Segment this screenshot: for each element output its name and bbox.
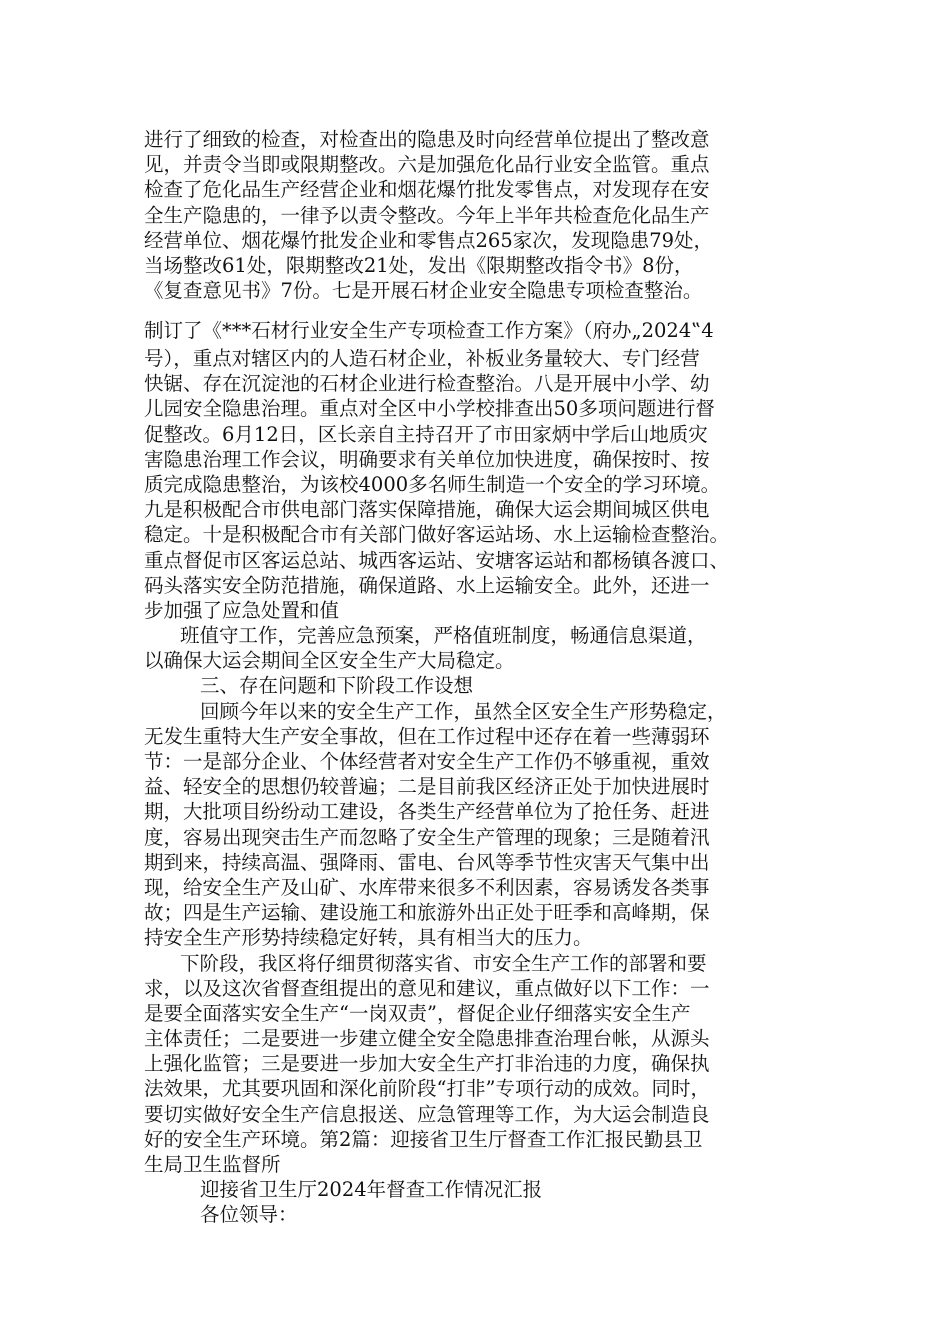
text-line: 法效果，尤其要巩固和深化前阶段“打非”专项行动的成效。同时，: [144, 1077, 710, 1101]
text-line: 见，并责令当即或限期整改。六是加强危化品行业安全监管。重点: [144, 153, 710, 177]
text-line: 是要全面落实安全生产“一岗双责”，督促企业仔细落实安全生产: [144, 1001, 691, 1025]
text-line: 进行了细致的检查，对检查出的隐患及时向经营单位提出了整改意: [144, 128, 710, 151]
text-line: 回顾今年以来的安全生产工作，虽然全区安全生产形势稳定，: [200, 699, 727, 723]
text-line: 质完成隐患整治，为该校4000多名师生制造一个安全的学习环境。: [144, 472, 721, 496]
text-line: 制订了《***石材行业安全生产专项检查工作方案》（府办„2024‟4: [144, 319, 714, 342]
text-line: 步加强了应急处置和值: [144, 598, 340, 622]
text-line: 上强化监管；三是要进一步加大安全生产打非治违的力度，确保执: [144, 1052, 710, 1076]
paragraph-block-top: [144, 127, 804, 303]
text-line: 生局卫生监督所: [144, 1153, 281, 1176]
text-line: 度，容易出现突击生产而忽略了安全生产管理的现象；三是随着汛: [144, 825, 710, 849]
text-line: 班值守工作，完善应急预案，严格值班制度，畅通信息渠道，: [180, 624, 707, 648]
text-line: 害隐患治理工作会议，明确要求有关单位加快进度，确保按时、按: [144, 447, 710, 471]
text-line: 儿园安全隐患治理。重点对全区中小学校排查出50多项问题进行督: [144, 397, 715, 421]
salutation: 各位领导：: [200, 1203, 298, 1227]
text-line: 重点督促市区客运总站、城西客运站、安塘客运站和都杨镇各渡口、: [144, 548, 730, 572]
text-line: 节：一是部分企业、个体经营者对安全生产工作仍不够重视，重效: [144, 750, 710, 773]
text-line: 稳定。十是积极配合市有关部门做好客运站场、水上运输检查整治。: [144, 523, 730, 547]
text-line: 促整改。6月12日，区长亲自主持召开了市田家炳中学后山地质灾: [144, 422, 708, 446]
text-line: 下阶段，我区将仔细贯彻落实省、市安全生产工作的部署和要: [180, 951, 707, 975]
text-line: 当场整改61处，限期整改21处，发出《限期整改指令书》8份，: [144, 253, 694, 277]
text-line: 期，大批项目纷纷动工建设，各类生产经营单位为了抢任务、赶进: [144, 800, 710, 824]
text-line: 九是积极配合市供电部门落实保障措施，确保大运会期间城区供电: [144, 498, 710, 522]
text-line: 经营单位、烟花爆竹批发企业和零售点265家次，发现隐患79处，: [144, 228, 714, 252]
text-line: 好的安全生产环境。第2篇：迎接省卫生厅督查工作汇报民勤县卫: [144, 1127, 703, 1151]
text-line: 全生产隐患的，一律予以责令整改。今年上半年共检查危化品生产: [144, 203, 710, 227]
text-line: 主体责任；二是要进一步建立健全安全隐患排查治理台帐，从源头: [144, 1027, 710, 1051]
section-heading: 三、存在问题和下阶段工作设想: [200, 674, 474, 698]
text-line: 码头落实安全防范措施，确保道路、水上运输安全。此外，还进一: [144, 573, 710, 597]
text-line: 以确保大运会期间全区安全生产大局稳定。: [144, 649, 515, 673]
text-line: 故；四是生产运输、建设施工和旅游外出正处于旺季和高峰期，保: [144, 901, 710, 925]
text-line: 益、轻安全的思想仍较普遍；二是目前我区经济正处于加快进展时: [144, 775, 710, 799]
text-line: 期到来，持续高温、强降雨、雷电、台风等季节性灾害天气集中出: [144, 850, 710, 874]
report-title: 迎接省卫生厅2024年督查工作情况汇报: [200, 1178, 543, 1202]
text-line: 《复查意见书》7份。七是开展石材企业安全隐患专项检查整治。: [144, 279, 703, 303]
text-line: 要切实做好安全生产信息报送、应急管理等工作，为大运会制造良: [144, 1102, 710, 1126]
text-line: 检查了危化品生产经营企业和烟花爆竹批发零售点，对发现存在安: [144, 178, 710, 202]
text-line: 无发生重特大生产安全事故，但在工作过程中还存在着一些薄弱环: [144, 724, 710, 748]
text-line: 号），重点对辖区内的人造石材企业，补板业务量较大、专门经营: [144, 347, 700, 370]
paragraph-block-main: [144, 346, 804, 1228]
paragraph-block-middle: [144, 318, 804, 343]
text-line: 求，以及这次省督查组提出的意见和建议，重点做好以下工作：一: [144, 976, 710, 1000]
text-line: 快锯、存在沉淀池的石材企业进行检查整治。八是开展中小学、幼: [144, 372, 710, 396]
text-line: 现，给安全生产及山矿、水库带来很多不利因素，容易诱发各类事: [144, 875, 710, 899]
text-line: 持安全生产形势持续稳定好转，具有相当大的压力。: [144, 926, 593, 950]
